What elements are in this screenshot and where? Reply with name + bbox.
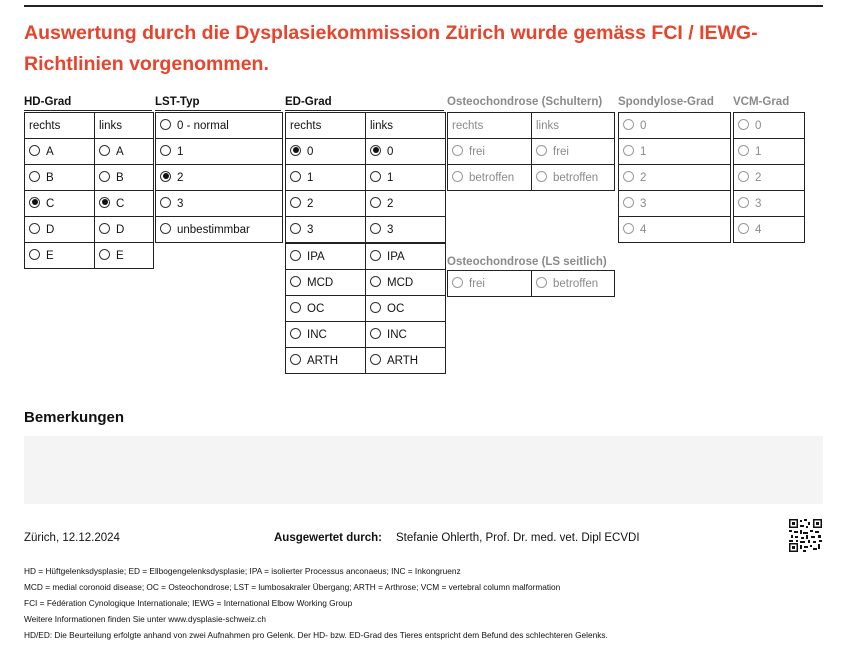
oc-shoulder-rechts-betroffen[interactable] <box>448 165 532 191</box>
ed-rechts-2[interactable] <box>286 191 366 217</box>
qr-code-icon <box>789 519 822 552</box>
radio-empty-icon <box>290 171 301 182</box>
hd-label: E <box>46 249 54 262</box>
ed-links-ipa[interactable] <box>366 244 446 270</box>
radio-empty-icon <box>160 197 171 208</box>
remarks-title: Bemerkungen <box>24 409 125 426</box>
oc-shoulder-links-betroffen[interactable] <box>532 165 615 191</box>
radio-empty-icon <box>160 119 171 130</box>
oc-ls-title: Osteochondrose (LS seitlich) <box>447 256 607 268</box>
lst-option-unbestimmbar[interactable] <box>156 217 283 243</box>
radio-empty-icon <box>623 145 634 156</box>
radio-empty-icon <box>290 302 301 313</box>
ed-links-oc[interactable] <box>366 296 446 322</box>
oc-ls-label: frei <box>469 277 485 290</box>
top-rule <box>24 5 823 7</box>
evaluated-by-label: Ausgewertet durch: <box>274 532 382 544</box>
hd-rechts-a[interactable] <box>25 139 95 165</box>
radio-empty-icon <box>623 197 634 208</box>
radio-empty-icon <box>99 223 110 234</box>
hd-label: D <box>46 223 55 236</box>
hd-rechts-d[interactable] <box>25 217 95 243</box>
radio-empty-icon <box>370 250 381 261</box>
ed-rechts-1[interactable] <box>286 165 366 191</box>
lst-option-0[interactable] <box>156 113 283 139</box>
footnote-line: Weitere Informationen finden Sie unter www.dysplasie-schweiz.ch <box>24 614 266 624</box>
spondylose-label: 2 <box>640 171 647 184</box>
radio-filled-icon <box>160 171 171 182</box>
hd-rechts-b[interactable] <box>25 165 95 191</box>
oc-shoulder-title: Osteochondrose (Schultern) <box>447 96 603 108</box>
page-title: Auswertung durch die Dysplasiekommission Zürich wurde gemäss FCI / IEWG-Richtlinien vorgenommen. <box>24 22 758 75</box>
radio-empty-icon <box>29 145 40 156</box>
spondylose-option-0[interactable] <box>619 113 731 139</box>
footnote-line: FCI = Fédération Cynologique Internationale; IEWG = International Elbow Working Group <box>24 598 353 608</box>
radio-filled-icon <box>370 145 381 156</box>
oc-shoulder-table <box>447 112 615 191</box>
ed-rechts-3[interactable] <box>286 217 366 243</box>
ed-finding-label: IPA <box>387 250 405 263</box>
ed-finding-label: MCD <box>307 276 334 289</box>
hd-title: HD-Grad <box>24 96 72 108</box>
vcm-label: 0 <box>755 119 762 132</box>
footnote-line: MCD = medial coronoid disease; OC = Osteochondrose; LST = lumbosakraler Übergang; ARTH = Arthrose; VCM = vertebral column malformation <box>24 582 561 592</box>
hd-links-d[interactable] <box>95 217 154 243</box>
spondylose-option-1[interactable] <box>619 139 731 165</box>
ed-label: 2 <box>387 197 394 210</box>
ed-rechts-mcd[interactable] <box>286 270 366 296</box>
radio-empty-icon <box>290 354 301 365</box>
oc-ls-label: betroffen <box>553 277 599 290</box>
ed-label: 1 <box>387 171 394 184</box>
oc-shoulder-label: betroffen <box>553 171 599 184</box>
ed-findings-table <box>285 243 446 374</box>
ed-rechts-ipa[interactable] <box>286 244 366 270</box>
vcm-option-3[interactable] <box>734 191 805 217</box>
oc-shoulder-label: frei <box>469 145 485 158</box>
lst-label: 0 - normal <box>177 119 229 132</box>
vcm-option-2[interactable] <box>734 165 805 191</box>
hd-table <box>24 112 154 269</box>
lst-title-rule <box>155 110 281 111</box>
vcm-label: 3 <box>755 197 762 210</box>
radio-filled-icon <box>29 197 40 208</box>
vcm-option-0[interactable] <box>734 113 805 139</box>
vcm-title: VCM-Grad <box>733 96 790 108</box>
ed-finding-label: ARTH <box>387 354 419 367</box>
radio-empty-icon <box>738 145 749 156</box>
spondylose-label: 4 <box>640 223 647 236</box>
ed-finding-label: ARTH <box>307 354 339 367</box>
ed-finding-label: OC <box>307 302 325 315</box>
vcm-label: 1 <box>755 145 762 158</box>
radio-empty-icon <box>370 354 381 365</box>
ed-links-3[interactable] <box>366 217 446 243</box>
radio-empty-icon <box>623 223 634 234</box>
spondylose-table <box>618 112 731 243</box>
spondylose-title: Spondylose-Grad <box>618 96 714 108</box>
radio-empty-icon <box>29 249 40 260</box>
radio-empty-icon <box>99 145 110 156</box>
footnotes <box>24 563 824 643</box>
ed-label: 3 <box>307 223 314 236</box>
spondylose-label: 0 <box>640 119 647 132</box>
oc-shoulder-label: betroffen <box>469 171 515 184</box>
radio-empty-icon <box>623 119 634 130</box>
ed-links-inc[interactable] <box>366 322 446 348</box>
hd-label: E <box>116 249 124 262</box>
lst-label: unbestimmbar <box>177 223 250 236</box>
lst-option-3[interactable] <box>156 191 283 217</box>
radio-empty-icon <box>452 171 463 182</box>
oc-shoulder-col-rechts: rechts <box>448 113 532 139</box>
ed-links-arth[interactable] <box>366 348 446 374</box>
hd-rechts-e[interactable] <box>25 243 95 269</box>
radio-empty-icon <box>623 171 634 182</box>
vcm-label: 4 <box>755 223 762 236</box>
hd-rechts-c[interactable] <box>25 191 95 217</box>
radio-empty-icon <box>738 197 749 208</box>
hd-links-a[interactable] <box>95 139 154 165</box>
radio-empty-icon <box>536 145 547 156</box>
lst-title: LST-Typ <box>155 96 200 108</box>
radio-filled-icon <box>99 197 110 208</box>
radio-empty-icon <box>29 171 40 182</box>
ed-finding-label: OC <box>387 302 405 315</box>
ed-label: 0 <box>387 145 394 158</box>
ed-rechts-0[interactable] <box>286 139 366 165</box>
ed-rechts-inc[interactable] <box>286 322 366 348</box>
radio-empty-icon <box>452 277 463 288</box>
spondylose-option-3[interactable] <box>619 191 731 217</box>
ed-finding-label: IPA <box>307 250 325 263</box>
spondylose-option-4[interactable] <box>619 217 731 243</box>
ed-links-1[interactable] <box>366 165 446 191</box>
radio-empty-icon <box>290 276 301 287</box>
lst-label: 3 <box>177 197 184 210</box>
remarks-field[interactable] <box>24 436 823 504</box>
ed-col-rechts: rechts <box>286 113 366 139</box>
hd-label: D <box>116 223 125 236</box>
radio-empty-icon <box>738 171 749 182</box>
radio-empty-icon <box>738 223 749 234</box>
ed-title-rule <box>285 110 444 111</box>
radio-empty-icon <box>99 249 110 260</box>
radio-empty-icon <box>99 171 110 182</box>
radio-empty-icon <box>160 223 171 234</box>
ed-label: 1 <box>307 171 314 184</box>
ed-table <box>285 112 446 243</box>
hd-label: C <box>46 197 55 210</box>
radio-filled-icon <box>290 145 301 156</box>
ed-label: 2 <box>307 197 314 210</box>
radio-empty-icon <box>536 171 547 182</box>
radio-empty-icon <box>536 277 547 288</box>
lst-label: 2 <box>177 171 184 184</box>
radio-empty-icon <box>370 223 381 234</box>
spondylose-label: 1 <box>640 145 647 158</box>
radio-empty-icon <box>290 223 301 234</box>
radio-empty-icon <box>290 197 301 208</box>
evaluator-name: Stefanie Ohlerth, Prof. Dr. med. vet. Dipl ECVDI <box>396 532 640 544</box>
ed-links-2[interactable] <box>366 191 446 217</box>
spondylose-label: 3 <box>640 197 647 210</box>
vcm-table <box>733 112 805 243</box>
radio-empty-icon <box>370 276 381 287</box>
oc-shoulder-label: frei <box>553 145 569 158</box>
lst-option-1[interactable] <box>156 139 283 165</box>
oc-ls-betroffen[interactable] <box>532 271 615 297</box>
radio-empty-icon <box>370 328 381 339</box>
vcm-label: 2 <box>755 171 762 184</box>
ed-col-links: links <box>366 113 446 139</box>
hd-col-rechts: rechts <box>25 113 95 139</box>
oc-shoulder-rechts-frei[interactable] <box>448 139 532 165</box>
hd-links-b[interactable] <box>95 165 154 191</box>
oc-ls-frei[interactable] <box>448 271 532 297</box>
vcm-option-1[interactable] <box>734 139 805 165</box>
radio-empty-icon <box>370 197 381 208</box>
ed-finding-label: INC <box>387 328 407 341</box>
ed-finding-label: MCD <box>387 276 414 289</box>
ed-label: 0 <box>307 145 314 158</box>
oc-ls-table <box>447 270 615 297</box>
radio-empty-icon <box>29 223 40 234</box>
hd-links-c[interactable] <box>95 191 154 217</box>
ed-rechts-oc[interactable] <box>286 296 366 322</box>
footnote-line: HD = Hüftgelenksdysplasie; ED = Ellbogengelenksdysplasie; IPA = isolierter Processus anconaeus; INC = Inkongruenz <box>24 566 461 576</box>
ed-links-0[interactable] <box>366 139 446 165</box>
radio-empty-icon <box>370 302 381 313</box>
ed-finding-label: INC <box>307 328 327 341</box>
radio-empty-icon <box>452 145 463 156</box>
hd-label: B <box>46 171 54 184</box>
ed-label: 3 <box>387 223 394 236</box>
radio-empty-icon <box>160 145 171 156</box>
hd-col-links: links <box>95 113 154 139</box>
hd-label: A <box>46 145 54 158</box>
hd-label: B <box>116 171 124 184</box>
radio-empty-icon <box>370 171 381 182</box>
footnote-line: HD/ED: Die Beurteilung erfolgte anhand von zwei Aufnahmen pro Gelenk. Der HD- bzw. ED-Grad des Tieres entspricht dem Befund des schlechteren Gelenks. <box>24 630 608 640</box>
lst-option-2[interactable] <box>156 165 283 191</box>
hd-label: C <box>116 197 125 210</box>
ed-links-mcd[interactable] <box>366 270 446 296</box>
spondylose-option-2[interactable] <box>619 165 731 191</box>
hd-title-rule <box>24 110 152 111</box>
radio-empty-icon <box>290 328 301 339</box>
radio-empty-icon <box>290 250 301 261</box>
ed-rechts-arth[interactable] <box>286 348 366 374</box>
oc-shoulder-links-frei[interactable] <box>532 139 615 165</box>
hd-links-e[interactable] <box>95 243 154 269</box>
place-date: Zürich, 12.12.2024 <box>24 532 120 544</box>
oc-shoulder-col-links: links <box>532 113 615 139</box>
ed-title: ED-Grad <box>285 96 332 108</box>
vcm-option-4[interactable] <box>734 217 805 243</box>
lst-label: 1 <box>177 145 184 158</box>
hd-label: A <box>116 145 124 158</box>
lst-table <box>155 112 283 243</box>
radio-empty-icon <box>738 119 749 130</box>
